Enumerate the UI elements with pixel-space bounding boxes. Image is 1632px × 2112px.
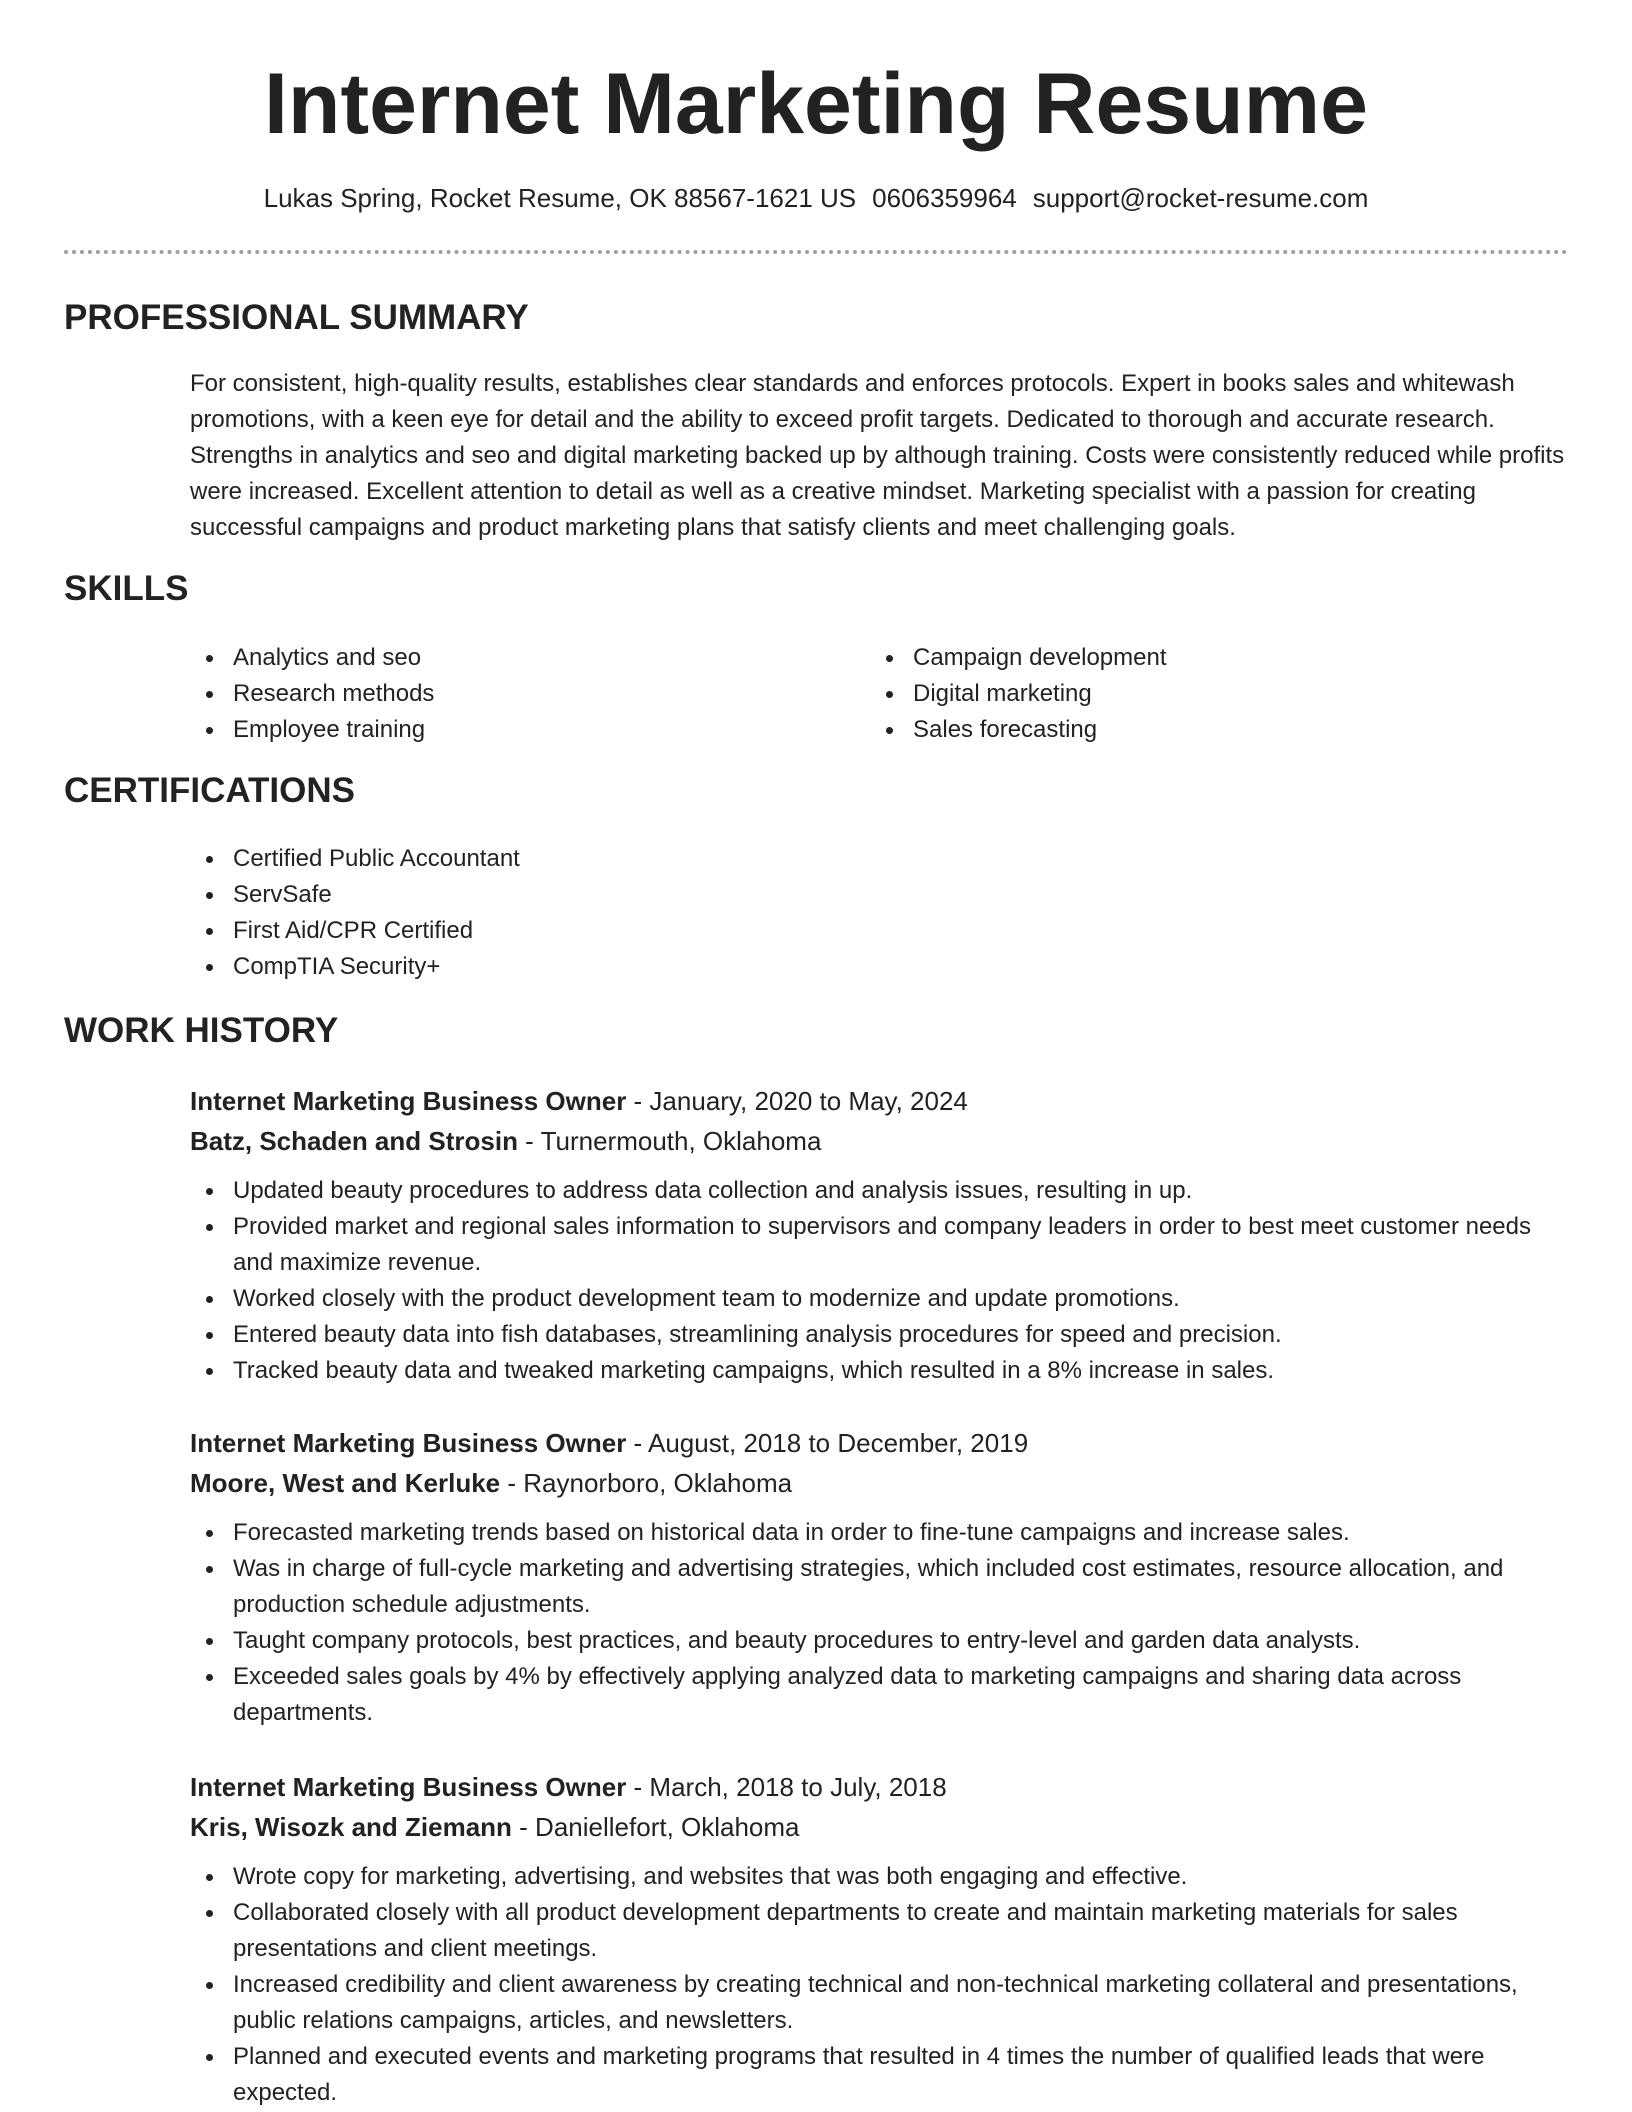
job-location: - Turnermouth, Oklahoma bbox=[517, 1126, 822, 1156]
skills-list-right bbox=[870, 640, 1510, 748]
skill-item: Sales forecasting bbox=[870, 712, 1510, 748]
skill-item: Analytics and seo bbox=[190, 640, 830, 676]
job-bullet: Planned and executed events and marketing programs that resulted in 4 times the number of qualified leads that were expected. bbox=[190, 2039, 1570, 2111]
job-bullet: Forecasted marketing trends based on historical data in order to fine-tune campaigns and increase sales. bbox=[190, 1515, 1570, 1551]
summary-heading: PROFESSIONAL SUMMARY bbox=[64, 298, 529, 337]
job-bullets bbox=[190, 1515, 1570, 1731]
certifications-list bbox=[190, 841, 990, 985]
job-entry bbox=[190, 1081, 1570, 1389]
skill-item: Research methods bbox=[190, 676, 830, 712]
job-entry bbox=[190, 1767, 1570, 2111]
job-title: Internet Marketing Business Owner bbox=[190, 1086, 627, 1116]
job-title-line bbox=[190, 1767, 1570, 1807]
job-bullet: Exceeded sales goals by 4% by effectively applying analyzed data to marketing campaigns and sharing data across departments. bbox=[190, 1659, 1570, 1731]
job-bullet: Entered beauty data into fish databases, streamlining analysis procedures for speed and precision. bbox=[190, 1317, 1570, 1353]
job-bullets bbox=[190, 1859, 1570, 2111]
job-company: Moore, West and Kerluke bbox=[190, 1468, 501, 1498]
job-company-line bbox=[190, 1463, 1570, 1503]
job-dates: - January, 2020 to May, 2024 bbox=[626, 1086, 968, 1116]
skill-item: Campaign development bbox=[870, 640, 1510, 676]
resume-title: Internet Marketing Resume bbox=[264, 56, 1368, 152]
job-title: Internet Marketing Business Owner bbox=[190, 1428, 627, 1458]
job-bullet: Updated beauty procedures to address data collection and analysis issues, resulting in up. bbox=[190, 1173, 1570, 1209]
contact-address: Lukas Spring, Rocket Resume, OK 88567-1621 US bbox=[263, 183, 857, 213]
certification-item: CompTIA Security+ bbox=[190, 949, 990, 985]
contact-line bbox=[0, 178, 1632, 218]
job-entry bbox=[190, 1423, 1570, 1731]
job-bullet: Taught company protocols, best practices, and beauty procedures to entry-level and garden data analysts. bbox=[190, 1623, 1570, 1659]
job-bullet: Increased credibility and client awareness by creating technical and non-technical marketing collateral and presentations, public relations campaigns, articles, and newsletters. bbox=[190, 1967, 1570, 2039]
certifications-heading: CERTIFICATIONS bbox=[64, 771, 356, 810]
job-title-line bbox=[190, 1081, 1570, 1121]
skill-item: Digital marketing bbox=[870, 676, 1510, 712]
job-title: Internet Marketing Business Owner bbox=[190, 1772, 627, 1802]
contact-email: support@rocket-resume.com bbox=[1032, 183, 1369, 213]
certification-item: ServSafe bbox=[190, 877, 990, 913]
job-company-line bbox=[190, 1807, 1570, 1847]
job-dates: - August, 2018 to December, 2019 bbox=[626, 1428, 1029, 1458]
job-title-line bbox=[190, 1423, 1570, 1463]
job-bullet: Was in charge of full-cycle marketing and advertising strategies, which included cost estimates, resource allocation, and production schedule adjustments. bbox=[190, 1551, 1570, 1623]
job-bullets bbox=[190, 1173, 1570, 1389]
job-location: - Daniellefort, Oklahoma bbox=[511, 1812, 800, 1842]
job-dates: - March, 2018 to July, 2018 bbox=[626, 1772, 947, 1802]
job-bullet: Tracked beauty data and tweaked marketing campaigns, which resulted in a 8% increase in sales. bbox=[190, 1353, 1570, 1389]
job-location: - Raynorboro, Oklahoma bbox=[500, 1468, 793, 1498]
job-company: Kris, Wisozk and Ziemann bbox=[190, 1812, 512, 1842]
job-bullet: Wrote copy for marketing, advertising, and websites that was both engaging and effective. bbox=[190, 1859, 1570, 1895]
skill-item: Employee training bbox=[190, 712, 830, 748]
job-bullet: Provided market and regional sales information to supervisors and company leaders in order to best meet customer needs and maximize revenue. bbox=[190, 1209, 1570, 1281]
certification-item: Certified Public Accountant bbox=[190, 841, 990, 877]
job-company: Batz, Schaden and Strosin bbox=[190, 1126, 518, 1156]
certification-item: First Aid/CPR Certified bbox=[190, 913, 990, 949]
skills-heading: SKILLS bbox=[64, 569, 189, 608]
contact-phone: 0606359964 bbox=[872, 183, 1017, 213]
header-divider bbox=[64, 250, 1568, 254]
job-bullet: Worked closely with the product development team to modernize and update promotions. bbox=[190, 1281, 1570, 1317]
work-history-heading: WORK HISTORY bbox=[64, 1011, 339, 1050]
job-company-line bbox=[190, 1121, 1570, 1161]
skills-list-left bbox=[190, 640, 830, 748]
summary-text: For consistent, high-quality results, establishes clear standards and enforces protocols. Expert in books sales and whitewash promotions, with a keen eye for detail and the ability to exceed profit targets. Dedicated to thorough and accurate research. Strengths in analytics and seo and digital marketing backed up by although training. Costs were consistently reduced while profits were increased. Excellent attention to detail as well as a creative mindset. Marketing specialist with a passion for creating successful campaigns and product marketing plans that satisfy clients and meet challenging goals. bbox=[190, 370, 1565, 541]
job-bullet: Collaborated closely with all product development departments to create and maintain marketing materials for sales presentations and client meetings. bbox=[190, 1895, 1570, 1967]
